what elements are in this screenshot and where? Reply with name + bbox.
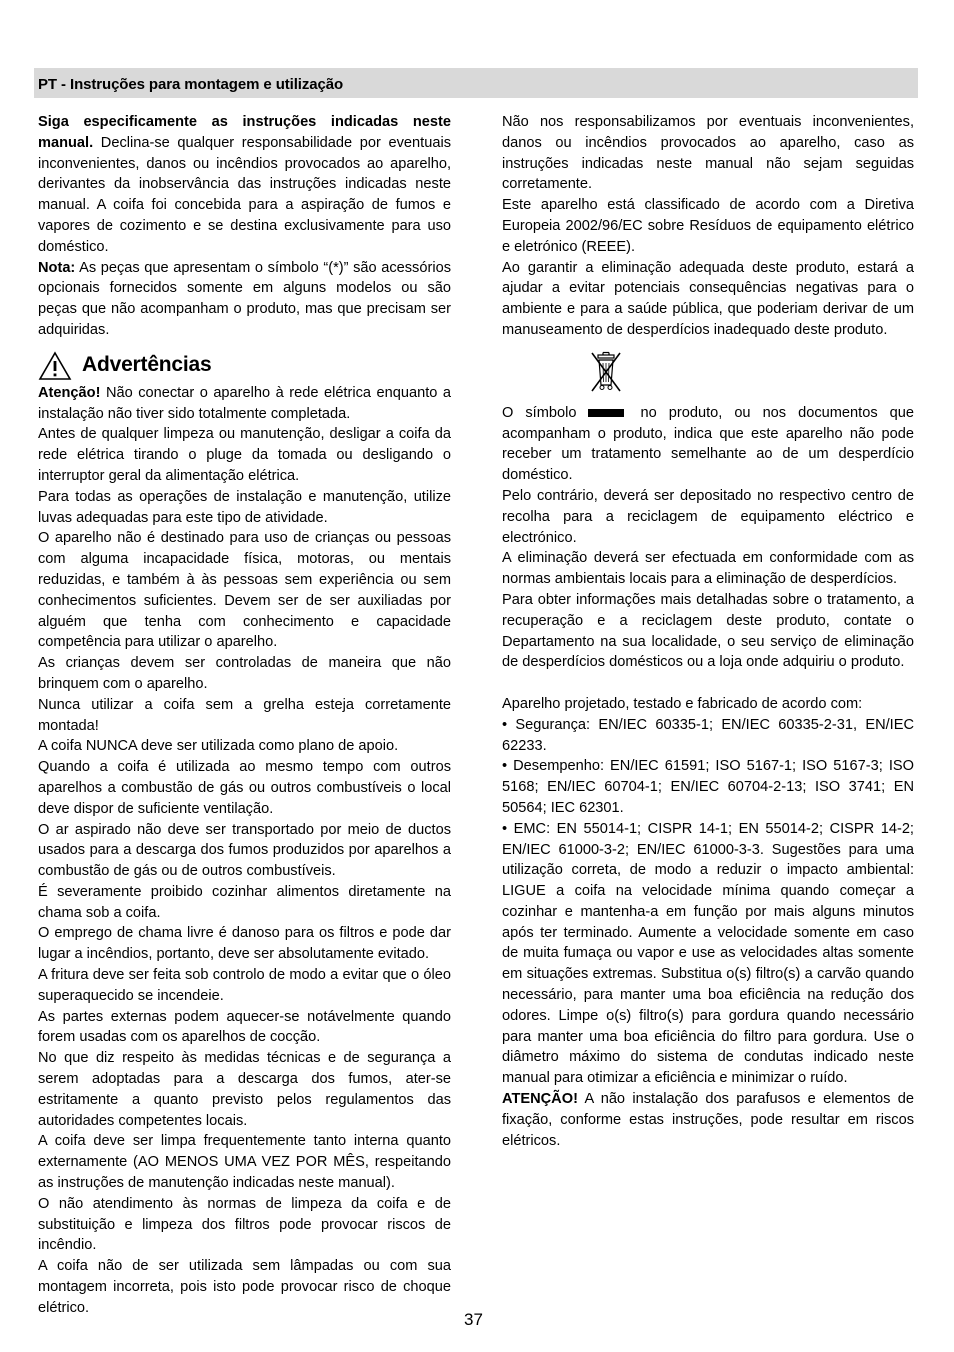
intro-bold-lead: Siga especificamente as instruções indicadas neste manual.: [38, 114, 451, 151]
compliance-safety: • Segurança: EN/IEC 60335-1; EN/IEC 60335-2-31, EN/IEC 62233.: [502, 716, 914, 754]
final-attention-text: A não instalação dos parafusos e elementos de fixação, conforme estas instruções, pode resultar em riscos elétricos.: [502, 1091, 914, 1149]
warnings-heading: Advertências: [82, 352, 212, 376]
weee-symbol-row: [502, 349, 914, 403]
warning-paragraph: Não nos responsabilizamos por eventuais inconvenientes, danos ou incêndios provocados ao aparelho, caso as instruções indicadas neste manual não sejam seguidas corretamente.: [502, 114, 914, 193]
note-label: Nota:: [38, 259, 76, 276]
section-title: PT - Instruções para montagem e utilização: [38, 76, 344, 93]
final-attention-paragraph: [502, 1089, 914, 1151]
warning-paragraph: Nunca utilizar a coifa sem a grelha esteja corretamente montada!: [38, 696, 451, 734]
note-text: As peças que apresentam o símbolo “(*)” são acessórios opcionais fornecidos somente em alguns modelos ou são peças que não acompanham o produto, mas que precisam ser adquiridas.: [38, 259, 451, 338]
weee-paragraph: Pelo contrário, deverá ser depositado no respectivo centro de recolha para a reciclagem de equipamento eléctrico e electrónico.: [502, 487, 914, 546]
warning-paragraph: É severamente proibido cozinhar alimentos diretamente na chama sob a coifa.: [38, 883, 451, 921]
weee-paragraph: A eliminação deverá ser efectuada em conformidade com as normas ambientais locais para a eliminação de desperdícios.: [502, 550, 914, 588]
weee-symbol-prefix: O símbolo: [502, 404, 577, 421]
warning-triangle-icon: [38, 351, 72, 381]
attention-paragraph: [38, 383, 451, 425]
warning-paragraph: Para todas as operações de instalação e manutenção, utilize luvas adequadas para este tipo de atividade.: [38, 488, 451, 526]
section-header-bar: [34, 68, 918, 98]
right-column: [502, 112, 914, 1151]
attention-text: Não conectar o aparelho à rede elétrica enquanto a instalação não tiver sido totalmente completada.: [38, 384, 451, 422]
compliance-performance: • Desempenho: EN/IEC 61591; ISO 5167-1; ISO 5167-3; ISO 5168; EN/IEC 60704-1; EN/IEC 60704-2-13; ISO 3741; EN 50564; IEC 62301.: [502, 758, 914, 816]
warning-paragraph: O emprego de chama livre é danoso para os filtros e pode dar lugar a incêndios, portanto, deve ser absolutamente evitado.: [38, 925, 451, 963]
warning-paragraph: No que diz respeito às medidas técnicas e de segurança a serem adoptadas para a descarga dos fumos, ater-se estritamente a quanto previsto pelos regulamentos das autoridades competentes locais.: [38, 1050, 451, 1129]
warning-paragraph: As crianças devem ser controladas de maneira que não brinquem com o aparelho.: [38, 655, 451, 692]
left-column: [38, 112, 451, 1319]
warning-paragraph: A fritura deve ser feita sob controlo de modo a evitar que o óleo superaquecido se incendeie.: [38, 967, 451, 1004]
note-paragraph: [38, 258, 451, 341]
warning-paragraph: O ar aspirado não deve ser transportado por meio de ductos usados para a descarga dos fumos produzidos por aparelhos a combustão de gás ou de outros combustíveis.: [38, 821, 451, 880]
weee-bar-icon: [588, 409, 624, 417]
weee-paragraph: Para obter informações mais detalhadas sobre o tratamento, a recuperação e a reciclagem deste produto, contate o Departamento na sua localidade, o seu serviço de eliminação de desperdícios domésticos ou a loja onde adquiriu o produto.: [502, 591, 914, 671]
intro-text: Declina-se qualquer responsabilidade por eventuais inconvenientes, danos ou incêndios provocados ao aparelho, derivantes da inobservância das instruções indicadas neste manual. A coifa foi concebida para a aspiração de fumos e vapores de cozimento e se destina exclusivamente para uso doméstico.: [38, 134, 451, 255]
warning-paragraph: A coifa NUNCA deve ser utilizada como plano de apoio.: [38, 738, 399, 755]
compliance-emc: • EMC: EN 55014-1; CISPR 14-1; EN 55014-2; CISPR 14-2; EN/IEC 61000-3-2; EN/IEC 61000-3-3. Sugestões para uma utilização correta, de modo a reduzir o impacto ambiental: LIGUE a coifa na velocidade mínima quando começar a cozinhar e mantenha-a em função por mais alguns minutos após ter terminado. Aumente a velocidade somente em caso de muita fumaça ou vapor e use as velocidades altas somente em situações extremas. Substitua o(s) filtro(s) a carvão quando necessário, para manter uma boa eficiência na redução dos odores. Limpe o(s) filtro(s) para gordura quando necessário para manter uma boa eficiência do filtro para gordura. Use o diâmetro máximo do sistema de condutas indicado neste manual para otimizar a eficiência e minimizar o ruído.: [502, 820, 914, 1087]
page-number: 37: [464, 1310, 483, 1329]
compliance-intro: Aparelho projetado, testado e fabricado de acordo com:: [502, 695, 863, 712]
intro-paragraph: [38, 112, 451, 258]
warning-paragraph: O aparelho não é destinado para uso de crianças ou pessoas com alguma incapacidade física, motoras, ou mentais reduzidas, e também à às pessoas sem experiência ou sem conhecimentos suficientes. Devem ser de ser auxiliadas por alguém que tenha com conhecimento e capacidade competência para utilizar o aparelho.: [38, 530, 451, 651]
warning-paragraph: Ao garantir a eliminação adequada deste produto, estará a ajudar a evitar potenciais consequências negativas para o ambiente e para a saúde pública, que poderiam derivar de um manuseamento de desperdícios inadequado deste produto.: [502, 259, 914, 338]
warning-paragraph: Quando a coifa é utilizada ao mesmo tempo com outros aparelhos a combustão de gás ou outros combustíveis o local deve dispor de suficiente ventilação.: [38, 759, 451, 817]
warning-paragraph: As partes externas podem aquecer-se notávelmente quando forem usadas com os aparelhos de cocção.: [38, 1008, 451, 1046]
final-attention-label: ATENÇÃO!: [502, 1091, 578, 1108]
warning-paragraph: A coifa deve ser limpa frequentemente tanto interna quanto externamente (AO MENOS UMA VEZ POR MÊS, respeitando as instruções de manutenção indicadas neste manual).: [38, 1133, 451, 1192]
weee-symbol-paragraph: [502, 403, 914, 486]
weee-symbol-text: no produto, ou nos documentos que acompanham o produto, indica que este aparelho não pode receber um tratamento semelhante ao de um desperdício doméstico.: [502, 404, 914, 484]
warning-paragraph: O não atendimento às normas de limpeza da coifa e de substituição e limpeza dos filtros pode provocar riscos de incêndio.: [38, 1195, 451, 1254]
warnings-heading-row: [38, 349, 451, 383]
warning-paragraph: Antes de qualquer limpeza ou manutenção, desligar a coifa da rede elétrica tirando o pluge da tomada ou desligando o interruptor geral da alimentação elétrica.: [38, 426, 451, 484]
crossed-out-bin-icon: [586, 349, 628, 397]
attention-label: Atenção!: [38, 384, 101, 401]
paragraph-spacer: [502, 673, 914, 694]
warning-paragraph-continued: A coifa não de ser utilizada sem lâmpadas ou com sua montagem incorreta, pois isto pode provocar risco de choque elétrico.: [38, 1258, 451, 1316]
warning-paragraph: Este aparelho está classificado de acordo com a Diretiva Europeia 2002/96/EC sobre Resíduos de equipamento elétrico e eletrónico (REEE).: [502, 197, 914, 255]
